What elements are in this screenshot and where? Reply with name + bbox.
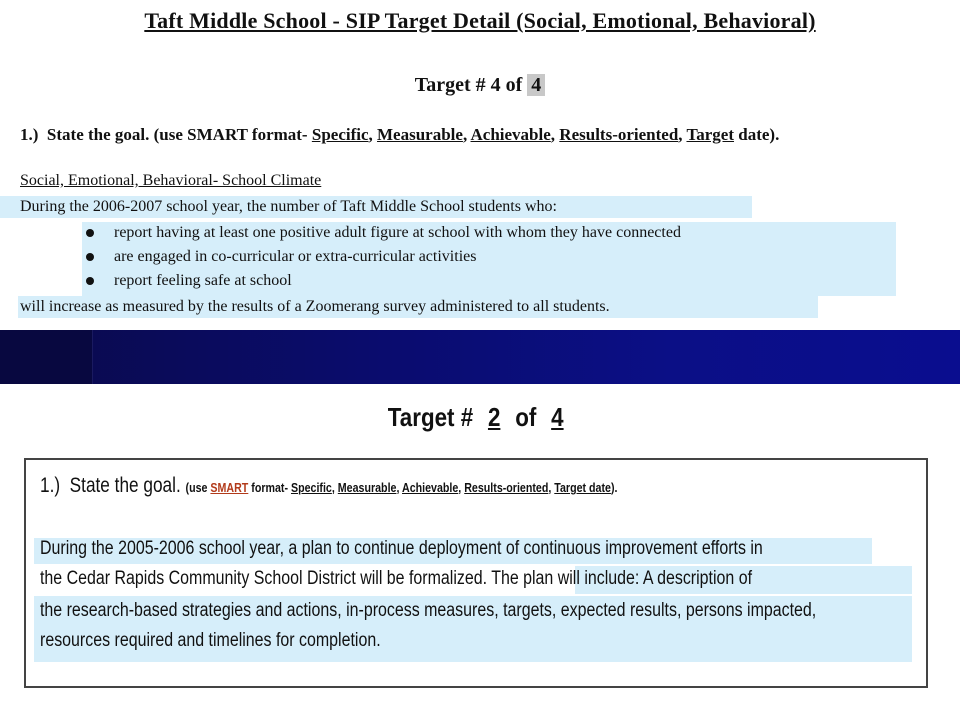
list-item <box>86 248 476 266</box>
goal2-hint-format: format- <box>251 480 289 495</box>
bullet-icon <box>86 277 94 285</box>
bullet-icon <box>86 253 94 261</box>
goal-category: Social, Emotional, Behavioral- School Climate <box>20 172 322 189</box>
target2-of: of <box>515 402 537 432</box>
goal-label: State the goal. <box>46 125 150 144</box>
goal2-line: resources required and timelines for completion. <box>40 630 381 651</box>
slide-band <box>0 330 960 384</box>
target-prefix: Target # 4 of <box>414 74 523 96</box>
target2-prefix: Target # <box>387 402 474 432</box>
list-item <box>86 272 292 290</box>
list-item-text: report feeling safe at school <box>114 272 292 289</box>
smart-link[interactable]: SMART <box>210 480 249 495</box>
goal2-label: State the goal. <box>69 474 181 497</box>
goal2-hint-use: (use <box>185 480 208 495</box>
bullet-icon <box>86 229 94 237</box>
smart-target: Target <box>686 125 735 144</box>
list-item-text: report having at least one positive adult figure at school with whom they have connected <box>114 224 681 241</box>
smart2-results: Results-oriented <box>464 480 549 495</box>
smart-achievable: Achievable <box>470 125 551 144</box>
slide-band-tab <box>0 330 93 384</box>
smart-measurable: Measurable <box>377 125 463 144</box>
goal2-hint-close: ). <box>610 480 618 495</box>
goal2-line: the Cedar Rapids Community School District will be formalized. The plan will include: A description of <box>40 568 753 589</box>
smart2-achievable: Achievable <box>402 480 459 495</box>
goal2-number: 1.) <box>40 474 61 497</box>
document-title: Taft Middle School - SIP Target Detail (Social, Emotional, Behavioral) <box>144 8 816 33</box>
target-heading-2 <box>67 402 893 433</box>
goal-closing: will increase as measured by the results of a Zoomerang survey administered to all students. <box>20 298 610 315</box>
list-item-text: are engaged in co-curricular or extra-curricular activities <box>114 248 477 265</box>
target2-number: 2 <box>487 402 501 432</box>
goal-hint-open: (use SMART format- <box>153 125 308 144</box>
goal-instruction: 1.) State the goal. (use SMART format- Specific, Measurable, Achievable, Results-oriented, Target date). <box>20 125 780 144</box>
smart2-specific: Specific <box>290 480 332 495</box>
goal-hint-close: date). <box>738 125 780 144</box>
smart2-target: Target date <box>554 480 611 495</box>
goal2-line: During the 2005-2006 school year, a plan to continue deployment of continuous improvement efforts in <box>40 538 763 559</box>
target-total-box: 4 <box>527 74 545 96</box>
smart2-measurable: Measurable <box>337 480 397 495</box>
smart-results: Results-oriented <box>559 125 679 144</box>
goal-number: 1.) <box>20 125 39 144</box>
list-item <box>86 224 681 242</box>
target2-total: 4 <box>551 402 564 432</box>
goal-intro: During the 2006-2007 school year, the number of Taft Middle School students who: <box>20 198 557 215</box>
goal2-line: the research-based strategies and actions, in-process measures, targets, expected results, persons impacted, <box>40 600 817 621</box>
smart-specific: Specific <box>311 125 369 144</box>
target-heading <box>0 74 960 97</box>
goal-instruction-2: 1.) State the goal. (use SMART format- Specific, Measurable, Achievable, Results-oriented, Target date). <box>40 474 618 497</box>
